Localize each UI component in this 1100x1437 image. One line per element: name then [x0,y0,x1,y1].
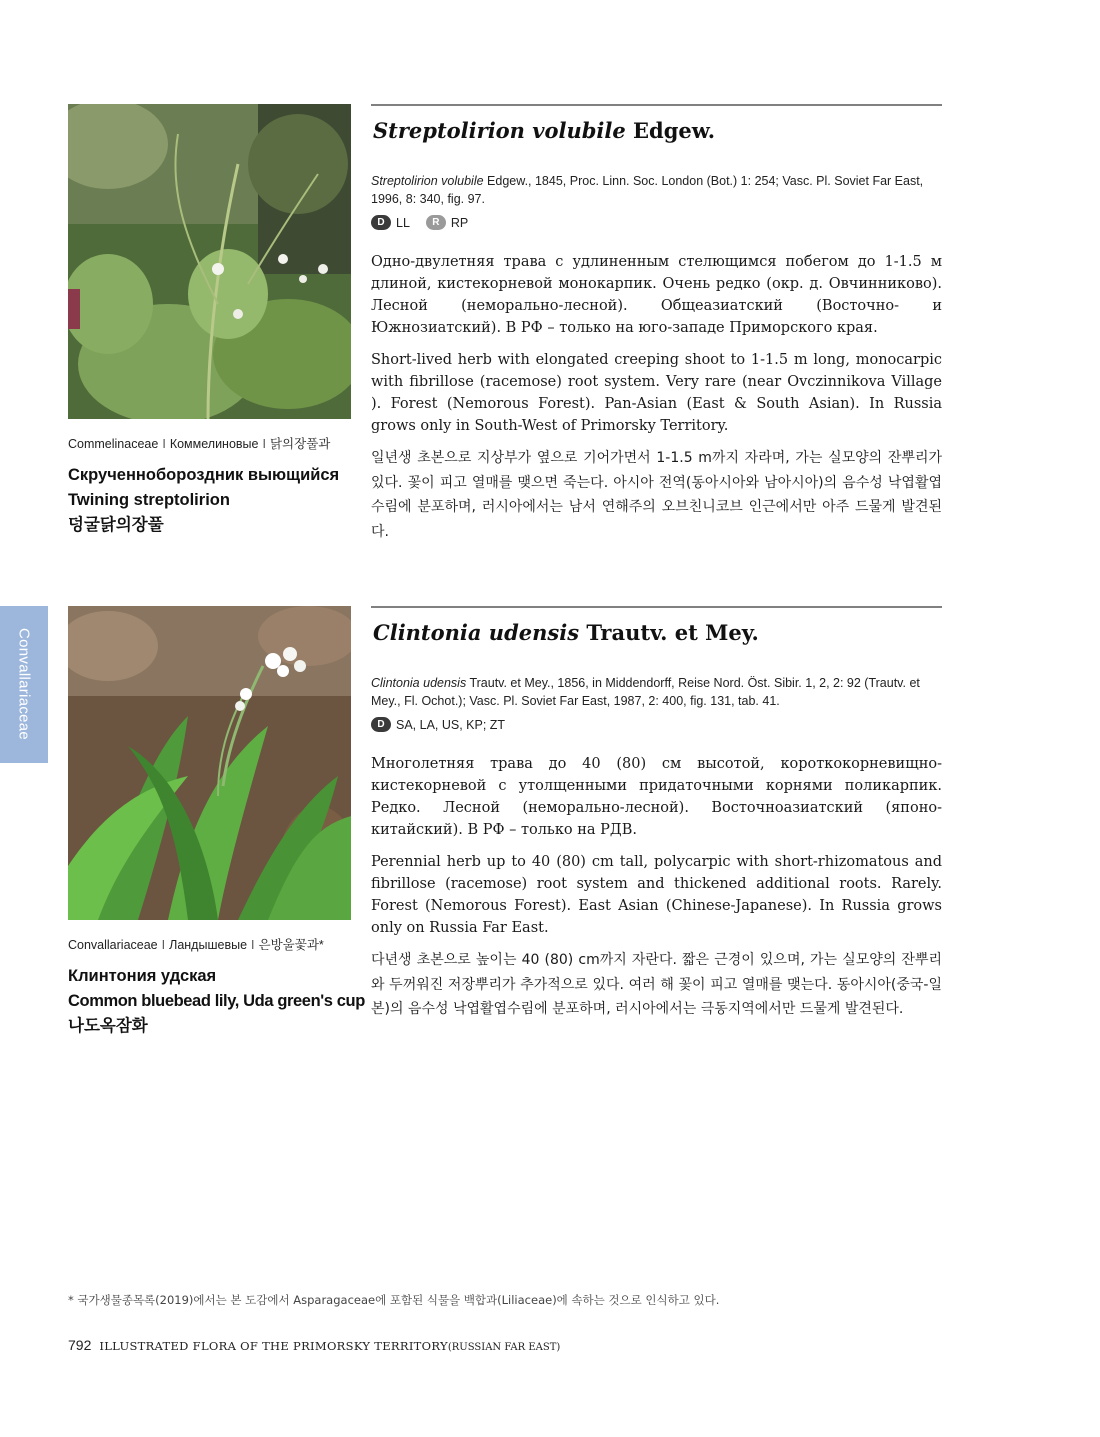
family-russian: Ландышевые [169,938,248,952]
code-value: RP [450,215,469,230]
book-title: ILLUSTRATED FLORA OF THE PRIMORSKY TERRITORY [99,1339,448,1353]
code-badge: R [426,215,446,230]
species-title [373,620,759,645]
family-latin: Commelinaceae [68,437,159,451]
name-korean: 나도옥잠화 [68,1017,148,1035]
citation [371,172,943,208]
separator: I [251,938,255,952]
species-title-italic: Clintonia udensis [373,620,580,645]
description-korean: 일년생 초본으로 지상부가 옆으로 기어가면서 1-1.5 m까지 자라며, 가는 실모양의 잔뿌리가 있다. 꽃이 피고 열매를 맺으면 죽는다. 아시아 전역(동아시아와 남아시아)의 음수성 낙엽활엽수림에 분포하며, 러시아에서는 남서 연해주의 오브친니코브 인근에서만 아주 드물게 발견된다. [371,450,942,540]
code-badge: D [371,215,391,230]
page-number: 792 [68,1337,92,1353]
name-russian: Скрученнобороздник выющийся [68,466,340,484]
code-value: SA, LA, US, KP; ZT [396,717,506,732]
book-subtitle: (RUSSIAN FAR EAST) [447,1342,561,1353]
section-rule [371,606,942,608]
common-names [68,964,365,1039]
common-names [68,463,358,538]
description-english: Short-lived herb with elongated creeping shoot to 1-1.5 m long, monocarpic with fibrillose (racemose) root system. Very rare (near Ovczinnikova Village ). Forest (Nemorous Forest). Pan-Asian (East & South Asian). In Russia grows only in South-West of Primorsky Territory. [371,352,942,434]
distribution-codes [371,215,484,230]
citation-text: Edgew., 1845, Proc. Linn. Soc. London (Bot.) 1: 254; Vasc. Pl. Soviet Far East, 1996, 8: 340, fig. 97. [371,174,924,206]
section-side-tab [0,606,48,763]
species-title [373,118,715,143]
description-russian: Многолетняя трава до 40 (80) см высотой, короткокорневищно-кистекорневой с утолщенными придаточными корнями поликарпик. Редко. Лесной (неморально-лесной). Восточноазиатский (японо-китайский). В РФ – только на РДВ. [371,756,942,838]
species-title-author: Edgew. [625,118,716,143]
species-title-author: Trautv. et Mey. [579,620,759,645]
citation-text: Trautv. et Mey., 1856, in Middendorff, Reise Nord. Öst. Sibir. 1, 2, 2: 92 (Trautv. et Mey., Fl. Ochot.); Vasc. Pl. Soviet Far East, 1987, 2: 400, fig. 131, tab. 41. [371,676,920,708]
streptolirion-photo [68,104,351,419]
separator: I [161,938,166,952]
family-line [68,935,358,953]
code-value: LL [396,215,410,230]
name-korean: 덩굴닭의장풀 [68,516,164,534]
section-rule [371,104,942,106]
species-title-italic: Streptolirion volubile [373,118,626,143]
description-korean: 다년생 초본으로 높이는 40 (80) cm까지 자란다. 짧은 근경이 있으며, 가는 실모양의 잔뿌리와 두꺼워진 저장뿌리가 추가적으로 있다. 여러 해 꽃이 피고 열매를 맺는다. 동아시아(중국-일본)의 음수성 낙엽활엽수림에 분포하며, 러시아에서는 극동지역에서만 드물게 발견된다. [371,952,942,1017]
footnote: * 국가생물종목록(2019)에서는 본 도감에서 Asparagaceae에 포함된 식물을 백합과(Liliaceae)에 속하는 것으로 인식하고 있다. [68,1293,720,1307]
description-russian: Одно-двулетняя трава с удлиненным стелющимся побегом до 1-1.5 м длиной, кистекорневой монокарпик. Очень редко (окр. д. Овчинниково). Лесной (неморально-лесной). Общеазиатский (Восточно- и Южнозиатский). В РФ – только на юго-западе Приморского края. [371,254,942,336]
citation-italic: Streptolirion volubile [371,174,484,188]
family-russian: Коммелиновые [169,437,259,451]
separator: I [262,437,266,451]
side-tab-label: Convallariaceae [15,628,33,741]
separator: I [162,437,166,451]
family-latin: Convallariaceae [68,938,158,952]
description-english: Perennial herb up to 40 (80) cm tall, polycarpic with short-rhizomatous and fibrillose (racemose) root system and thickened additional roots. Rarely. Forest (Nemorous Forest). East Asian (Chinese-Japanese). In Russia grows only on Russia Far East. [371,854,942,936]
family-korean: 은방울꽃과* [258,938,324,952]
citation-italic: Clintonia udensis [371,676,467,690]
family-korean: 닭의장풀과 [269,437,331,451]
name-russian: Клинтония удская [68,967,217,985]
name-english: Twining streptolirion [68,491,230,509]
code-badge: D [371,717,391,732]
citation [371,674,943,710]
name-english: Common bluebead lily, Uda green's cup [68,992,365,1010]
distribution-codes [371,717,521,732]
clintonia-photo [68,606,351,920]
family-line [68,434,358,452]
running-footer [68,1335,560,1354]
